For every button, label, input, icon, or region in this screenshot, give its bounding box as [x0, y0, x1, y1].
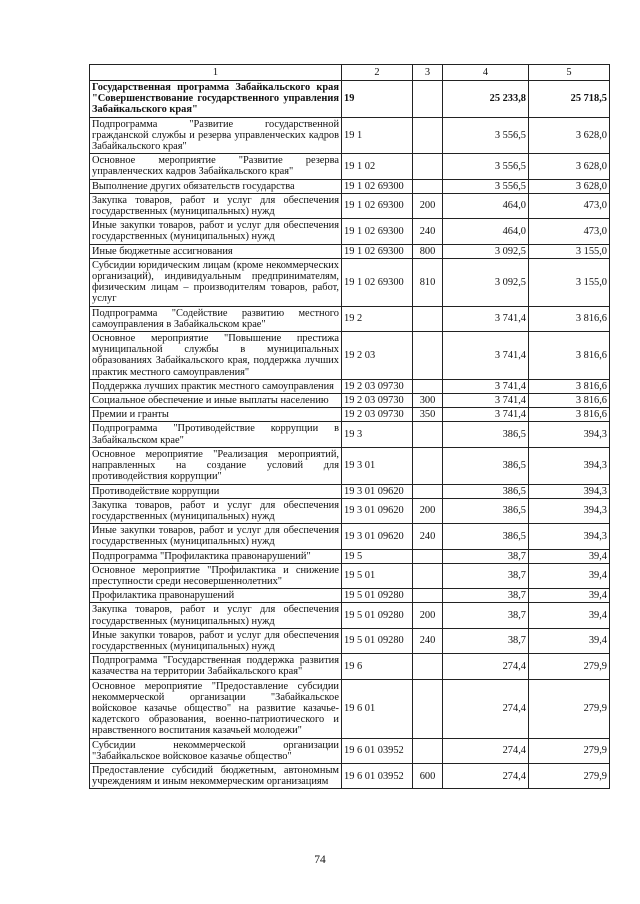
row-value-2-cell: 3 816,6	[529, 408, 610, 422]
row-expense-group-cell: 810	[413, 258, 443, 306]
table-row	[90, 524, 610, 549]
table-row	[90, 763, 610, 788]
row-expense-group-cell	[413, 117, 443, 154]
table-row	[90, 258, 610, 306]
row-code-cell: 19 5 01	[342, 563, 413, 588]
row-code-cell: 19 3 01	[342, 447, 413, 484]
row-name-cell: Предоставление субсидий бюджетным, автономным учреждениям и иным некоммерческим организациям	[90, 763, 342, 788]
row-value-2-cell: 394,3	[529, 524, 610, 549]
row-expense-group-cell: 800	[413, 244, 443, 258]
row-name-cell: Иные закупки товаров, работ и услуг для обеспечения государственных (муниципальных) нужд	[90, 219, 342, 244]
row-value-1-cell: 386,5	[443, 422, 529, 447]
row-name-cell: Поддержка лучших практик местного самоуправления	[90, 379, 342, 393]
row-name-cell: Государственная программа Забайкальского края "Совершенствование государственного управления Забайкальского края"	[90, 81, 342, 118]
row-value-1-cell: 3 741,4	[443, 332, 529, 380]
table-row	[90, 408, 610, 422]
row-code-cell: 19	[342, 81, 413, 118]
row-value-1-cell: 38,7	[443, 603, 529, 628]
row-value-2-cell: 39,4	[529, 603, 610, 628]
table-row	[90, 379, 610, 393]
row-expense-group-cell	[413, 81, 443, 118]
row-value-1-cell: 38,7	[443, 549, 529, 563]
row-value-1-cell: 25 233,8	[443, 81, 529, 118]
row-value-1-cell: 3 092,5	[443, 244, 529, 258]
table-row	[90, 549, 610, 563]
row-expense-group-cell	[413, 484, 443, 498]
row-name-cell: Иные закупки товаров, работ и услуг для обеспечения государственных (муниципальных) нужд	[90, 524, 342, 549]
row-code-cell: 19 6 01 03952	[342, 763, 413, 788]
row-value-2-cell: 3 155,0	[529, 258, 610, 306]
row-value-1-cell: 3 556,5	[443, 117, 529, 154]
table-row	[90, 394, 610, 408]
row-code-cell: 19 1 02 69300	[342, 244, 413, 258]
table-row	[90, 219, 610, 244]
row-expense-group-cell	[413, 549, 443, 563]
row-expense-group-cell	[413, 179, 443, 193]
row-name-cell: Закупка товаров, работ и услуг для обеспечения государственных (муниципальных) нужд	[90, 603, 342, 628]
row-code-cell: 19 1 02 69300	[342, 219, 413, 244]
row-value-2-cell: 39,4	[529, 589, 610, 603]
row-code-cell: 19 5 01 09280	[342, 628, 413, 653]
row-value-1-cell: 38,7	[443, 563, 529, 588]
row-expense-group-cell	[413, 154, 443, 179]
table-body	[90, 81, 610, 789]
row-code-cell: 19 6 01 03952	[342, 738, 413, 763]
row-name-cell: Субсидии юридическим лицам (кроме некоммерческих организаций), индивидуальным предпринимателям, физическим лицам – производителям товаров, работ, услуг	[90, 258, 342, 306]
row-value-1-cell: 3 092,5	[443, 258, 529, 306]
row-value-2-cell: 394,3	[529, 484, 610, 498]
row-expense-group-cell	[413, 306, 443, 331]
row-code-cell: 19 5	[342, 549, 413, 563]
row-code-cell: 19 3 01 09620	[342, 498, 413, 523]
row-code-cell: 19 3	[342, 422, 413, 447]
row-expense-group-cell	[413, 589, 443, 603]
row-name-cell: Основное мероприятие "Предоставление субсидии некоммерческой организации "Забайкальское войсковое казачье общество" на развитие казачье-кадетского образования, военно-патриотического и нравственного воспитания казачьей молодежи"	[90, 679, 342, 738]
table-row	[90, 117, 610, 154]
row-code-cell: 19 3 01 09620	[342, 524, 413, 549]
row-value-2-cell: 39,4	[529, 563, 610, 588]
row-value-2-cell: 279,9	[529, 654, 610, 679]
row-name-cell: Подпрограмма "Развитие государственной гражданской службы и резерва управленческих кадров Забайкальского края"	[90, 117, 342, 154]
row-name-cell: Выполнение других обязательств государства	[90, 179, 342, 193]
row-expense-group-cell: 200	[413, 193, 443, 218]
row-code-cell: 19 6 01	[342, 679, 413, 738]
row-expense-group-cell: 350	[413, 408, 443, 422]
table-row	[90, 589, 610, 603]
row-name-cell: Подпрограмма "Содействие развитию местного самоуправления в Забайкальском крае"	[90, 306, 342, 331]
row-value-1-cell: 3 556,5	[443, 154, 529, 179]
row-value-2-cell: 394,3	[529, 447, 610, 484]
table-row	[90, 628, 610, 653]
row-code-cell: 19 2 03	[342, 332, 413, 380]
row-value-1-cell: 38,7	[443, 628, 529, 653]
row-name-cell: Основное мероприятие "Развитие резерва управленческих кадров Забайкальского края"	[90, 154, 342, 179]
row-value-1-cell: 386,5	[443, 484, 529, 498]
row-value-2-cell: 25 718,5	[529, 81, 610, 118]
row-value-1-cell: 3 741,4	[443, 379, 529, 393]
row-expense-group-cell	[413, 738, 443, 763]
table-row	[90, 603, 610, 628]
header-row	[90, 65, 610, 81]
row-expense-group-cell	[413, 379, 443, 393]
row-value-1-cell: 386,5	[443, 447, 529, 484]
row-expense-group-cell: 300	[413, 394, 443, 408]
row-value-2-cell: 3 816,6	[529, 394, 610, 408]
header-cell-5: 5	[529, 65, 610, 81]
row-value-1-cell: 3 741,4	[443, 306, 529, 331]
row-code-cell: 19 6	[342, 654, 413, 679]
row-name-cell: Основное мероприятие "Профилактика и снижение преступности среди несовершеннолетних"	[90, 563, 342, 588]
table-row	[90, 654, 610, 679]
row-name-cell: Подпрограмма "Государственная поддержка развития казачества на территории Забайкальского края"	[90, 654, 342, 679]
row-code-cell: 19 5 01 09280	[342, 589, 413, 603]
row-expense-group-cell	[413, 679, 443, 738]
row-value-2-cell: 394,3	[529, 422, 610, 447]
row-expense-group-cell: 200	[413, 498, 443, 523]
table-row	[90, 193, 610, 218]
row-value-1-cell: 3 741,4	[443, 408, 529, 422]
row-name-cell: Иные закупки товаров, работ и услуг для обеспечения государственных (муниципальных) нужд	[90, 628, 342, 653]
table-row	[90, 306, 610, 331]
row-name-cell: Премии и гранты	[90, 408, 342, 422]
row-expense-group-cell	[413, 332, 443, 380]
row-value-2-cell: 3 816,6	[529, 306, 610, 331]
row-value-2-cell: 279,9	[529, 738, 610, 763]
row-name-cell: Профилактика правонарушений	[90, 589, 342, 603]
table-row	[90, 679, 610, 738]
row-code-cell: 19 5 01 09280	[342, 603, 413, 628]
row-value-2-cell: 3 816,6	[529, 332, 610, 380]
header-cell-2: 2	[342, 65, 413, 81]
row-value-1-cell: 386,5	[443, 498, 529, 523]
table-row	[90, 244, 610, 258]
row-name-cell: Субсидии некоммерческой организации "Забайкальское войсковое казачье общество"	[90, 738, 342, 763]
row-name-cell: Подпрограмма "Профилактика правонарушений"	[90, 549, 342, 563]
row-value-2-cell: 3 628,0	[529, 117, 610, 154]
row-code-cell: 19 1	[342, 117, 413, 154]
row-value-1-cell: 274,4	[443, 679, 529, 738]
row-expense-group-cell	[413, 654, 443, 679]
row-value-1-cell: 3 741,4	[443, 394, 529, 408]
table-row	[90, 447, 610, 484]
page-number: 74	[314, 854, 326, 866]
row-value-2-cell: 3 816,6	[529, 379, 610, 393]
header-cell-1: 1	[90, 65, 342, 81]
row-value-2-cell: 3 628,0	[529, 179, 610, 193]
row-value-1-cell: 3 556,5	[443, 179, 529, 193]
table-row	[90, 498, 610, 523]
row-value-2-cell: 3 628,0	[529, 154, 610, 179]
row-code-cell: 19 2 03 09730	[342, 394, 413, 408]
row-code-cell: 19 1 02 69300	[342, 193, 413, 218]
row-expense-group-cell: 240	[413, 628, 443, 653]
row-expense-group-cell: 240	[413, 524, 443, 549]
header-cell-3: 3	[413, 65, 443, 81]
row-expense-group-cell: 600	[413, 763, 443, 788]
row-value-1-cell: 464,0	[443, 219, 529, 244]
row-value-1-cell: 386,5	[443, 524, 529, 549]
budget-table	[89, 64, 610, 789]
row-name-cell: Основное мероприятие "Реализация мероприятий, направленных на создание условий для противодействия коррупции"	[90, 447, 342, 484]
row-value-2-cell: 394,3	[529, 498, 610, 523]
table-row	[90, 81, 610, 118]
row-value-2-cell: 3 155,0	[529, 244, 610, 258]
row-code-cell: 19 2	[342, 306, 413, 331]
row-name-cell: Социальное обеспечение и иные выплаты населению	[90, 394, 342, 408]
row-name-cell: Основное мероприятие "Повышение престижа муниципальной службы в муниципальных образованиях Забайкальского края, поддержка лучших практик местного самоуправления"	[90, 332, 342, 380]
row-value-1-cell: 274,4	[443, 763, 529, 788]
row-value-1-cell: 274,4	[443, 738, 529, 763]
row-name-cell: Закупка товаров, работ и услуг для обеспечения государственных (муниципальных) нужд	[90, 498, 342, 523]
row-value-2-cell: 473,0	[529, 193, 610, 218]
row-value-2-cell: 279,9	[529, 679, 610, 738]
table-row	[90, 738, 610, 763]
table-row	[90, 332, 610, 380]
row-expense-group-cell	[413, 422, 443, 447]
row-code-cell: 19 1 02 69300	[342, 179, 413, 193]
row-name-cell: Противодействие коррупции	[90, 484, 342, 498]
row-expense-group-cell: 240	[413, 219, 443, 244]
row-name-cell: Закупка товаров, работ и услуг для обеспечения государственных (муниципальных) нужд	[90, 193, 342, 218]
row-name-cell: Иные бюджетные ассигнования	[90, 244, 342, 258]
row-value-1-cell: 464,0	[443, 193, 529, 218]
table-row	[90, 179, 610, 193]
row-value-2-cell: 473,0	[529, 219, 610, 244]
row-expense-group-cell	[413, 447, 443, 484]
row-expense-group-cell: 200	[413, 603, 443, 628]
row-value-1-cell: 274,4	[443, 654, 529, 679]
table-row	[90, 563, 610, 588]
row-code-cell: 19 3 01 09620	[342, 484, 413, 498]
row-expense-group-cell	[413, 563, 443, 588]
table-row	[90, 484, 610, 498]
row-code-cell: 19 1 02 69300	[342, 258, 413, 306]
table-row	[90, 422, 610, 447]
row-code-cell: 19 2 03 09730	[342, 379, 413, 393]
row-code-cell: 19 1 02	[342, 154, 413, 179]
row-value-2-cell: 279,9	[529, 763, 610, 788]
row-value-2-cell: 39,4	[529, 549, 610, 563]
row-name-cell: Подпрограмма "Противодействие коррупции в Забайкальском крае"	[90, 422, 342, 447]
row-value-2-cell: 39,4	[529, 628, 610, 653]
header-cell-4: 4	[443, 65, 529, 81]
row-value-1-cell: 38,7	[443, 589, 529, 603]
table-row	[90, 154, 610, 179]
row-code-cell: 19 2 03 09730	[342, 408, 413, 422]
budget-table-sheet	[89, 64, 609, 789]
